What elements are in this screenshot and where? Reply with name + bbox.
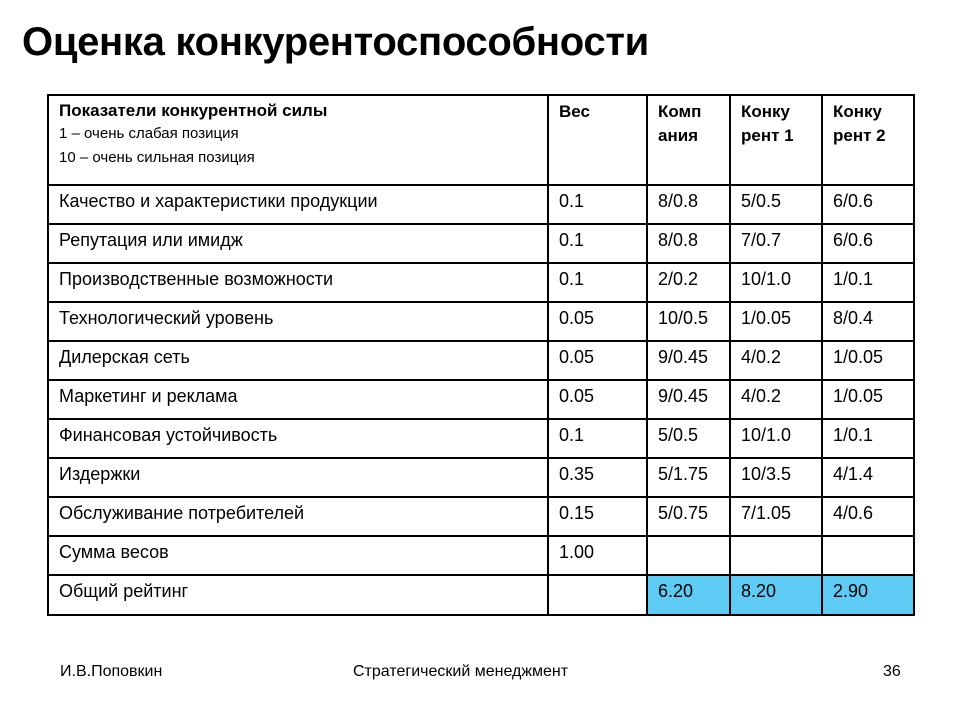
header-competitor-1: Конку рент 1	[730, 95, 822, 185]
table-row	[48, 224, 914, 263]
row-weight: 0.1	[548, 263, 647, 302]
header-scale-low: 1 – очень слабая позиция	[59, 125, 239, 142]
row-competitor-2: 8/0.4	[822, 302, 914, 341]
row-indicator: Издержки	[48, 458, 548, 497]
row-weight: 0.05	[548, 341, 647, 380]
row-weight: 0.1	[548, 419, 647, 458]
header-scale-high: 10 – очень сильная позиция	[59, 149, 255, 166]
footer-author: И.В.Поповкин	[60, 663, 163, 680]
header-indicator-title: Показатели конкурентной силы	[59, 101, 328, 120]
row-competitor-1: 10/1.0	[730, 263, 822, 302]
header-company: Комп ания	[647, 95, 730, 185]
row-competitor-2: 1/0.05	[822, 341, 914, 380]
table-header-row	[48, 95, 914, 185]
total-weight-empty	[548, 575, 647, 615]
total-row	[48, 575, 914, 615]
row-company: 9/0.45	[647, 341, 730, 380]
table-row	[48, 185, 914, 224]
row-indicator: Маркетинг и реклама	[48, 380, 548, 419]
header-weight: Вес	[548, 95, 647, 185]
header-competitor-2: Конку рент 2	[822, 95, 914, 185]
table-body	[48, 185, 914, 536]
row-competitor-2: 1/0.05	[822, 380, 914, 419]
total-competitor-2: 2.90	[822, 575, 914, 615]
footer-page-number: 36	[883, 663, 901, 680]
sum-row	[48, 536, 914, 575]
row-company: 10/0.5	[647, 302, 730, 341]
sum-c2-empty	[822, 536, 914, 575]
row-company: 5/0.75	[647, 497, 730, 536]
row-weight: 0.05	[548, 302, 647, 341]
sum-weight: 1.00	[548, 536, 647, 575]
sum-c1-empty	[730, 536, 822, 575]
row-competitor-2: 6/0.6	[822, 224, 914, 263]
table-row	[48, 497, 914, 536]
row-company: 5/0.5	[647, 419, 730, 458]
table-row	[48, 380, 914, 419]
competitiveness-table	[47, 94, 915, 616]
row-competitor-1: 5/0.5	[730, 185, 822, 224]
row-weight: 0.1	[548, 224, 647, 263]
row-company: 8/0.8	[647, 185, 730, 224]
row-weight: 0.15	[548, 497, 647, 536]
row-competitor-2: 6/0.6	[822, 185, 914, 224]
total-competitor-1: 8.20	[730, 575, 822, 615]
table-row	[48, 419, 914, 458]
row-competitor-2: 1/0.1	[822, 419, 914, 458]
sum-company-empty	[647, 536, 730, 575]
row-competitor-2: 4/1.4	[822, 458, 914, 497]
row-competitor-1: 10/3.5	[730, 458, 822, 497]
row-indicator: Технологический уровень	[48, 302, 548, 341]
row-company: 5/1.75	[647, 458, 730, 497]
sum-label: Сумма весов	[48, 536, 548, 575]
row-indicator: Производственные возможности	[48, 263, 548, 302]
row-company: 9/0.45	[647, 380, 730, 419]
table-row	[48, 302, 914, 341]
row-indicator: Репутация или имидж	[48, 224, 548, 263]
total-label: Общий рейтинг	[48, 575, 548, 615]
page-title: Оценка конкурентоспособности	[22, 20, 649, 64]
header-indicator-cell	[48, 95, 548, 185]
row-competitor-1: 10/1.0	[730, 419, 822, 458]
row-indicator: Обслуживание потребителей	[48, 497, 548, 536]
row-company: 2/0.2	[647, 263, 730, 302]
row-weight: 0.05	[548, 380, 647, 419]
row-weight: 0.1	[548, 185, 647, 224]
table-row	[48, 458, 914, 497]
row-competitor-1: 7/1.05	[730, 497, 822, 536]
row-competitor-1: 4/0.2	[730, 341, 822, 380]
total-company: 6.20	[647, 575, 730, 615]
row-competitor-2: 1/0.1	[822, 263, 914, 302]
row-indicator: Качество и характеристики продукции	[48, 185, 548, 224]
row-competitor-1: 4/0.2	[730, 380, 822, 419]
row-indicator: Дилерская сеть	[48, 341, 548, 380]
row-competitor-1: 7/0.7	[730, 224, 822, 263]
row-competitor-2: 4/0.6	[822, 497, 914, 536]
row-competitor-1: 1/0.05	[730, 302, 822, 341]
row-weight: 0.35	[548, 458, 647, 497]
table-row	[48, 341, 914, 380]
table-row	[48, 263, 914, 302]
footer-course: Стратегический менеджмент	[353, 663, 569, 680]
row-indicator: Финансовая устойчивость	[48, 419, 548, 458]
row-company: 8/0.8	[647, 224, 730, 263]
